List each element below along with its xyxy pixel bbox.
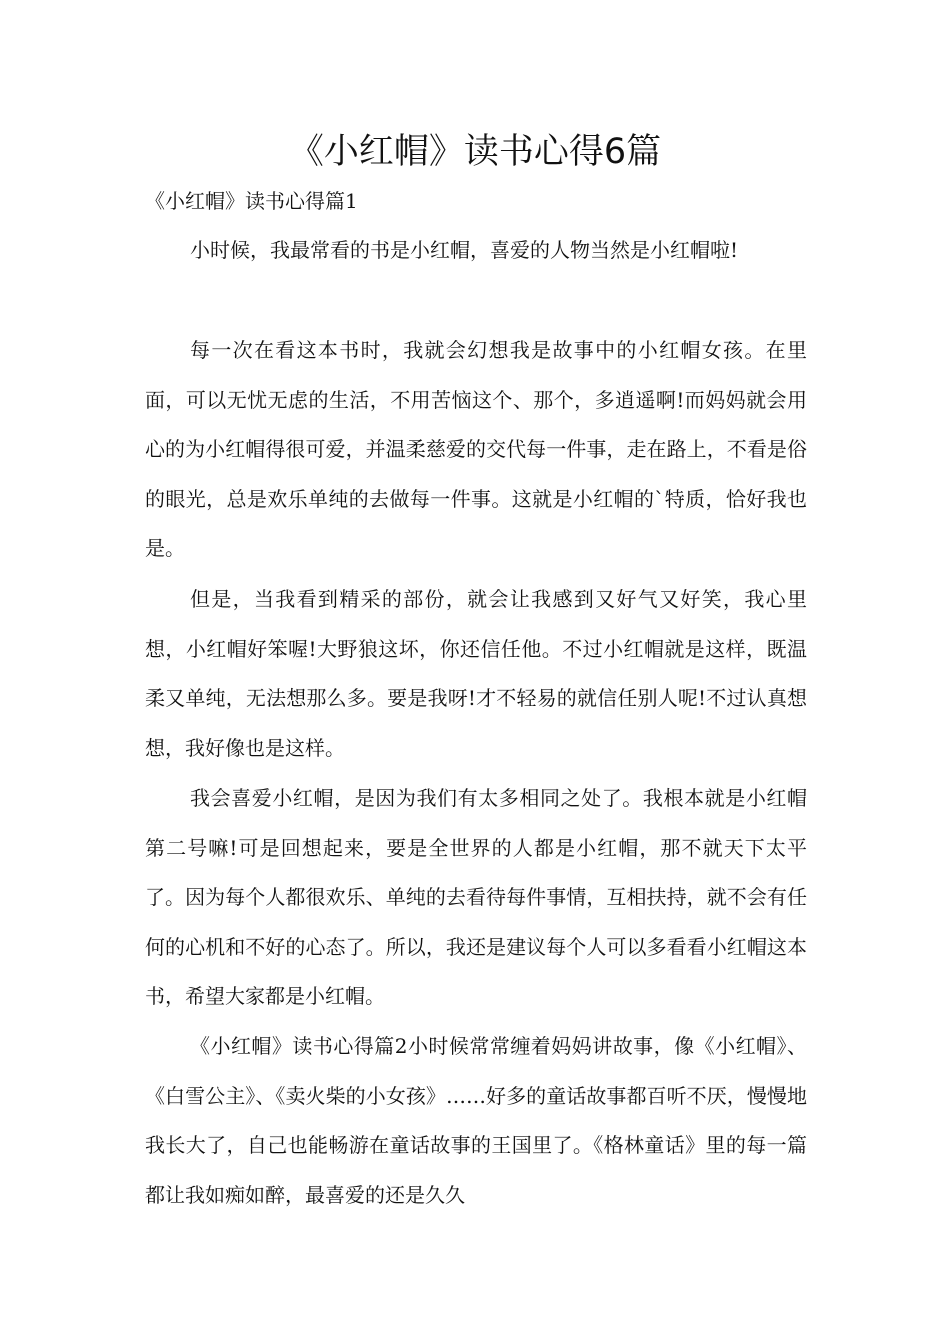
paragraph-2: 每一次在看这本书时，我就会幻想我是故事中的小红帽女孩。在里面，可以无忧无虑的生活，不用苦恼这个、那个，多逍遥啊!而妈妈就会用心的为小红帽得很可爱，并温柔慈爱的交代每一件事，走在路上，不看是俗的眼光，总是欢乐单纯的去做每一件事。这就是小红帽的`特质，恰好我也是。	[145, 338, 807, 561]
paragraph-4: 我会喜爱小红帽，是因为我们有太多相同之处了。我根本就是小红帽第二号嘛!可是回想起来，要是全世界的人都是小红帽，那不就天下太平了。因为每个人都很欢乐、单纯的去看待每件事情，互相扶持，就不会有任何的心机和不好的心态了。所以，我还是建议每个人可以多看看小红帽这本书，希望大家都是小红帽。	[145, 786, 807, 1009]
paragraph-5: 《小红帽》读书心得篇2小时候常常缠着妈妈讲故事，像《小红帽》、《白雪公主》、《卖火柴的小女孩》……好多的童话故事都百听不厌，慢慢地我长大了，自己也能畅游在童话故事的王国里了。《格林童话》里的每一篇都让我如痴如醉，最喜爱的还是久久	[145, 1034, 807, 1207]
document-title: 《小红帽》读书心得6篇	[288, 132, 662, 172]
paragraph-3: 但是，当我看到精采的部份，就会让我感到又好气又好笑，我心里想，小红帽好笨喔!大野狼这坏，你还信任他。不过小红帽就是这样，既温柔又单纯，无法想那么多。要是我呀!才不轻易的就信任别人呢!不过认真想想，我好像也是这样。	[145, 587, 807, 760]
section-heading: 《小红帽》读书心得篇1	[145, 189, 358, 213]
paragraph-1: 小时候，我最常看的书是小红帽，喜爱的人物当然是小红帽啦!	[190, 238, 739, 262]
